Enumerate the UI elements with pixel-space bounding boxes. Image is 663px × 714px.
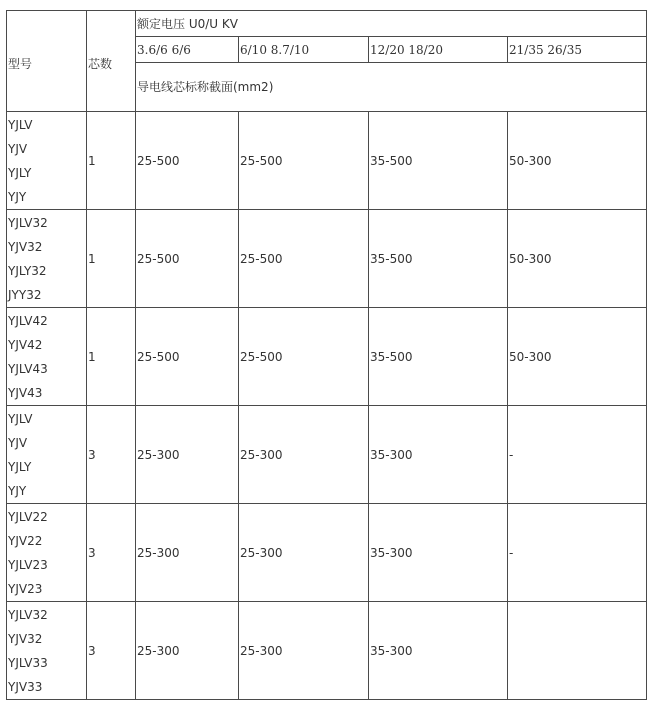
model-code: YJV42	[8, 337, 43, 352]
model-cell	[7, 210, 87, 308]
model-code: YJLV	[8, 117, 33, 132]
header-voltage-class: 21/35 26/35	[508, 37, 647, 63]
section-cell: 25-300	[136, 602, 239, 700]
cores-cell: 3	[87, 602, 136, 700]
model-cell	[7, 602, 87, 700]
model-code: YJLY32	[8, 263, 47, 278]
header-row-voltage	[7, 11, 647, 37]
model-code: YJV32	[8, 239, 43, 254]
section-cell	[508, 602, 647, 700]
section-cell: 25-300	[136, 406, 239, 504]
model-code: YJLV22	[8, 509, 48, 524]
header-voltage-title: 额定电压 U0/U KV	[136, 11, 647, 37]
header-voltage-class: 6/10 8.7/10	[239, 37, 369, 63]
header-section-label: 导电线芯标称截面(mm2)	[136, 63, 647, 112]
header-voltage-class: 3.6/6 6/6	[136, 37, 239, 63]
section-cell: 25-300	[136, 504, 239, 602]
section-cell: 35-300	[369, 504, 508, 602]
header-cores: 芯数	[87, 11, 136, 112]
model-code: YJV43	[8, 385, 43, 400]
model-code: YJV32	[8, 631, 43, 646]
section-cell: -	[508, 406, 647, 504]
model-cell	[7, 112, 87, 210]
section-cell: 50-300	[508, 210, 647, 308]
table-row	[7, 210, 647, 308]
model-code: YJV22	[8, 533, 43, 548]
section-cell: 35-300	[369, 602, 508, 700]
model-code: YJLV42	[8, 313, 48, 328]
section-cell: 35-500	[369, 112, 508, 210]
model-cell	[7, 308, 87, 406]
model-code: YJLV	[8, 411, 33, 426]
cores-cell: 3	[87, 406, 136, 504]
section-cell: 50-300	[508, 308, 647, 406]
model-code: YJY	[8, 483, 27, 498]
cores-cell: 1	[87, 112, 136, 210]
table-row	[7, 308, 647, 406]
model-code: YJLV33	[8, 655, 48, 670]
cores-cell: 1	[87, 308, 136, 406]
table-row	[7, 406, 647, 504]
cores-cell: 1	[87, 210, 136, 308]
model-code: YJLV23	[8, 557, 48, 572]
header-voltage-class: 12/20 18/20	[369, 37, 508, 63]
model-code: YJLY	[8, 459, 32, 474]
table-row	[7, 112, 647, 210]
cable-spec-table	[6, 10, 647, 700]
section-cell: 25-300	[239, 504, 369, 602]
section-cell: 35-500	[369, 210, 508, 308]
section-cell: 35-300	[369, 406, 508, 504]
section-cell: 25-500	[136, 308, 239, 406]
section-cell: 25-300	[239, 406, 369, 504]
model-code: YJV23	[8, 581, 43, 596]
section-cell: -	[508, 504, 647, 602]
section-cell: 35-500	[369, 308, 508, 406]
model-code: YJV	[8, 435, 28, 450]
cores-cell: 3	[87, 504, 136, 602]
model-code: YJLV32	[8, 215, 48, 230]
section-cell: 25-500	[136, 112, 239, 210]
model-code: YJLV43	[8, 361, 48, 376]
section-cell: 25-500	[239, 112, 369, 210]
model-cell	[7, 504, 87, 602]
model-code: YJV	[8, 141, 28, 156]
model-code: YJV33	[8, 679, 43, 694]
model-code: YJLV32	[8, 607, 48, 622]
model-cell	[7, 406, 87, 504]
table-row	[7, 602, 647, 700]
model-code: JYY32	[8, 287, 42, 302]
section-cell: 25-500	[239, 210, 369, 308]
table-row	[7, 504, 647, 602]
header-model: 型号	[7, 11, 87, 112]
section-cell: 25-300	[239, 602, 369, 700]
section-cell: 25-500	[136, 210, 239, 308]
section-cell: 25-500	[239, 308, 369, 406]
section-cell: 50-300	[508, 112, 647, 210]
model-code: YJY	[8, 189, 27, 204]
model-code: YJLY	[8, 165, 32, 180]
